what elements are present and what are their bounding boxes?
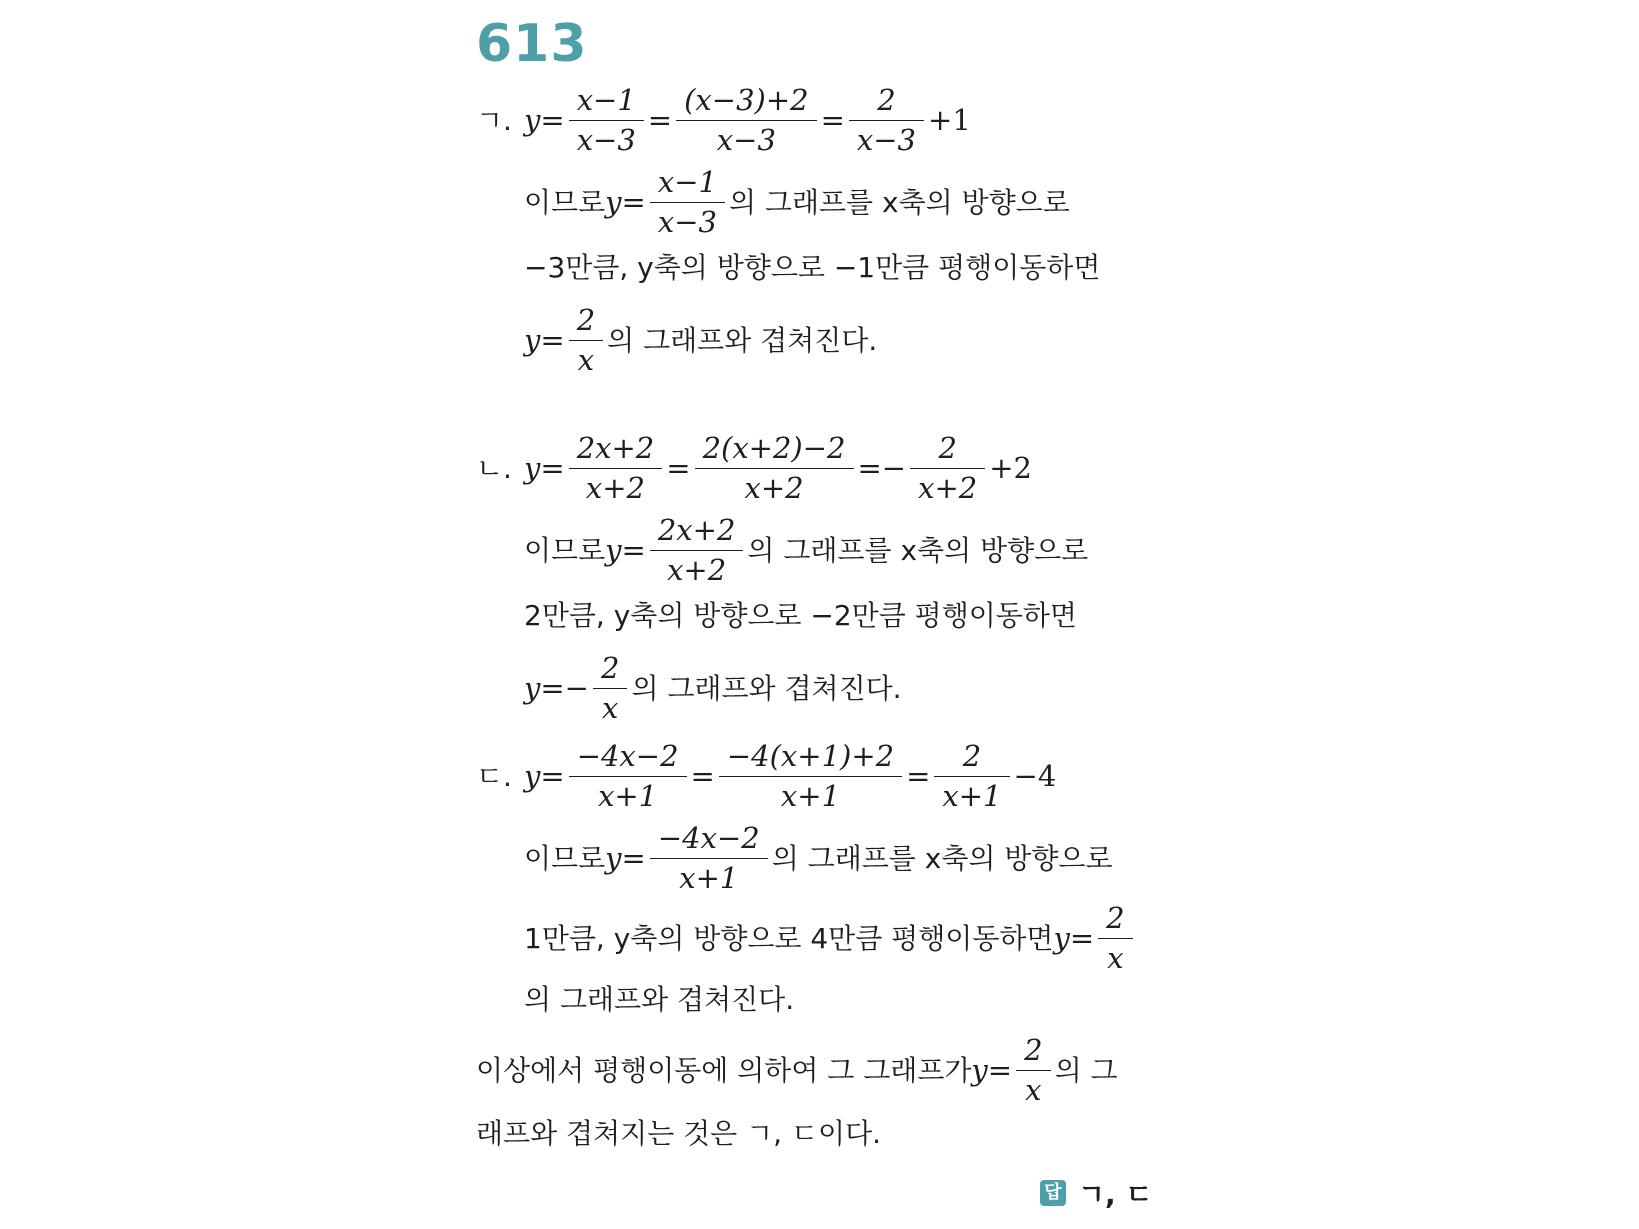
- item-b-fraction-2: $\frac{2(x+2)-2}{x+2}$: [695, 434, 854, 503]
- item-a-line-4: y= $\frac{2}{x}$ 의 그래프와 겹쳐진다.: [524, 303, 878, 377]
- item-c-lhs: y=: [524, 759, 565, 793]
- item-c-line-2: 이므로 y= $\frac{-4x-2}{x+1}$ 의 그래프를 x축의 방향으로: [524, 821, 1113, 895]
- item-c-line-3: 1만큼, y축의 방향으로 4만큼 평행이동하면 y= $\frac{2}{x}$: [524, 904, 1137, 973]
- item-b-line-2-fraction: $\frac{2x+2}{x+2}$: [650, 516, 744, 585]
- item-c-equals-2: =: [906, 759, 931, 793]
- item-a-tail: +1: [928, 103, 971, 137]
- item-a-fraction-3: $\frac{2}{x-3}$: [849, 86, 924, 155]
- item-b-equals-2: =−: [857, 451, 907, 485]
- item-b-equals-1: =: [666, 451, 691, 485]
- item-a-fraction-2: $\frac{(x-3)+2}{x-3}$: [676, 86, 816, 155]
- answer: [1040, 1173, 1152, 1213]
- item-b-label: ㄴ.: [476, 451, 512, 485]
- item-a-line-2-fraction: $\frac{x-1}{x-3}$: [650, 168, 725, 237]
- item-c-fraction-1: $\frac{-4x-2}{x+1}$: [569, 742, 687, 811]
- conclusion-line-2: 래프와 겹쳐지는 것은 ㄱ, ㄷ이다.: [476, 1117, 882, 1150]
- item-c-tail: −4: [1013, 759, 1057, 793]
- answer-badge: 답: [1040, 1180, 1066, 1206]
- item-a-equals-1: =: [647, 103, 673, 137]
- item-c-label: ㄷ.: [476, 759, 512, 793]
- item-c-line-2-fraction: $\frac{-4x-2}{x+1}$: [650, 824, 768, 893]
- item-c-fraction-2: $\frac{-4(x+1)+2}{x+1}$: [719, 742, 902, 811]
- item-c-line-4: 의 그래프와 겹쳐진다.: [524, 983, 795, 1016]
- item-b-line-4-fraction: $\frac{2}{x}$: [593, 654, 627, 723]
- item-a-equation: [476, 83, 971, 157]
- conclusion-line-1: 이상에서 평행이동에 의하여 그 그래프가 y= $\frac{2}{x}$ 의 그: [476, 1033, 1118, 1107]
- item-b-fraction-1: $\frac{2x+2}{x+2}$: [569, 434, 663, 503]
- item-b-line-3: 2만큼, y축의 방향으로 −2만큼 평행이동하면: [524, 599, 1077, 632]
- item-a-line-2: 이므로 y= $\frac{x-1}{x-3}$ 의 그래프를 x축의 방향으로: [524, 165, 1070, 239]
- item-a-line-3: −3만큼, y축의 방향으로 −1만큼 평행이동하면: [524, 251, 1101, 284]
- problem-number: 613: [476, 14, 588, 74]
- item-a-equals-2: =: [820, 103, 845, 137]
- item-b-line-2: 이므로 y= $\frac{2x+2}{x+2}$ 의 그래프를 x축의 방향으로: [524, 513, 1089, 587]
- item-a-lhs: y=: [524, 103, 565, 137]
- item-c-line-3-fraction: $\frac{2}{x}$: [1098, 904, 1132, 973]
- item-b-line-4: y=− $\frac{2}{x}$ 의 그래프와 겹쳐진다.: [524, 651, 902, 725]
- item-c-equals-1: =: [690, 759, 715, 793]
- item-b-lhs: y=: [524, 451, 565, 485]
- answer-value: ㄱ, ㄷ: [1078, 1178, 1153, 1211]
- item-b-tail: +2: [989, 451, 1032, 485]
- item-a-line-4-fraction: $\frac{2}{x}$: [569, 306, 603, 375]
- item-a-label: ㄱ.: [476, 103, 512, 137]
- item-b-equation: [476, 431, 1032, 505]
- item-b-fraction-3: $\frac{2}{x+2}$: [910, 434, 985, 503]
- conclusion-fraction: $\frac{2}{x}$: [1016, 1036, 1050, 1105]
- item-a-fraction-1: $\frac{x-1}{x-3}$: [569, 86, 644, 155]
- item-c-equation: [476, 739, 1057, 813]
- item-c-fraction-3: $\frac{2}{x+1}$: [934, 742, 1009, 811]
